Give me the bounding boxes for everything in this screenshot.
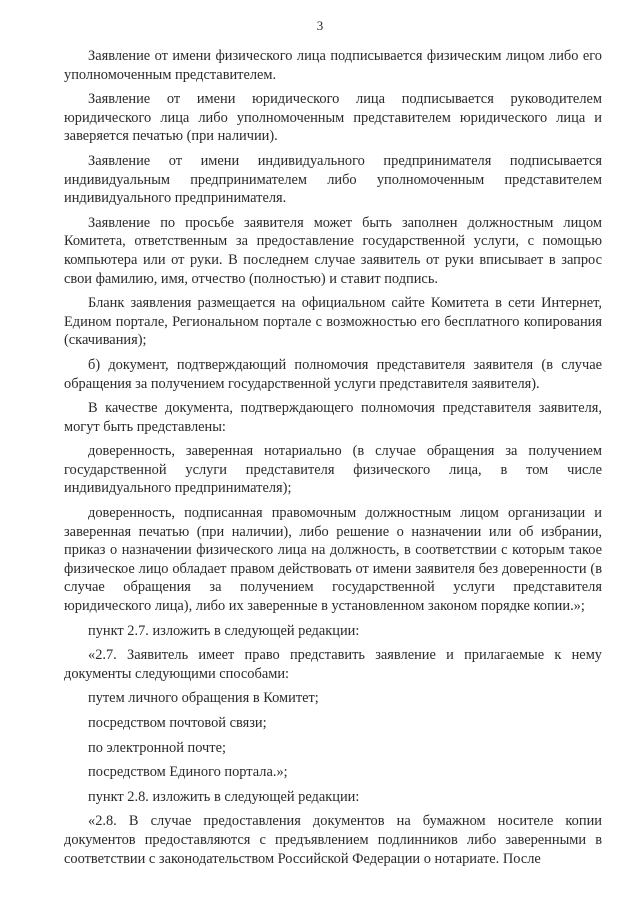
paragraph-6: б) документ, подтверждающий полномочия представителя заявителя (в случае обращения за получением государственной услуги представителя заявителя). <box>64 356 602 392</box>
paragraph-7: В качестве документа, подтверждающего полномочия представителя заявителя, могут быть представлены: <box>64 400 602 435</box>
paragraph-10: пункт 2.7. изложить в следующей редакции: <box>88 622 360 639</box>
paragraph-11: «2.7. Заявитель имеет право представить заявление и прилагаемые к нему документы следующими способами: <box>64 647 602 682</box>
paragraph-17: «2.8. В случае предоставления документов на бумажном носителе копии документов предоставляются с предъявлением подлинников либо заверенными в соответствии с законодательством Российской Федерации о нотариате. После <box>64 813 602 867</box>
paragraph-8: доверенность, заверенная нотариально (в случае обращения за получением государственной услуги представителя физического лица, в том числе индивидуального предпринимателя); <box>64 443 602 497</box>
paragraph-3: Заявление от имени индивидуального предпринимателя подписывается индивидуальным предпринимателем либо уполномоченным представителем индивидуального предпринимателя. <box>64 152 602 207</box>
paragraph-9: доверенность, подписанная правомочным должностным лицом организации и заверенная печатью (при наличии), либо решение о назначении или об избрании, приказ о назначении физического лица на должность, в соответствии с которым такое физическое лицо обладает правом действовать от имени заявителя без доверенности (в случае обращения за получением государственной услуги представителя юридического лица), либо их заверенные в установленном законом порядке копии.»; <box>64 505 602 615</box>
paragraph-14: по электронной почте; <box>88 739 226 756</box>
document-body <box>64 47 602 874</box>
paragraph-16: пункт 2.8. изложить в следующей редакции: <box>88 788 360 805</box>
paragraph-2: Заявление от имени юридического лица подписывается руководителем юридического лица либо уполномоченным представителем юридического лица и заверяется печатью (при наличии). <box>64 91 602 145</box>
paragraph-4: Заявление по просьбе заявителя может быть заполнен должностным лицом Комитета, ответственным за предоставление государственной услуги, с помощью компьютера или от руки. В последнем случае заявитель от руки вписывает в запрос свои фамилию, имя, отчество (полностью) и ставит подпись. <box>64 214 602 287</box>
paragraph-1: Заявление от имени физического лица подписывается физическим лицом либо его уполномоченным представителем. <box>64 48 602 83</box>
paragraph-5: Бланк заявления размещается на официальном сайте Комитета в сети Интернет, Едином портале, Региональном портале с возможностью его бесплатного копирования (скачивания); <box>64 295 602 349</box>
paragraph-15: посредством Единого портала.»; <box>88 764 288 781</box>
paragraph-12: путем личного обращения в Комитет; <box>88 690 319 707</box>
page-number: 3 <box>316 18 324 33</box>
paragraph-13: посредством почтовой связи; <box>88 715 267 731</box>
